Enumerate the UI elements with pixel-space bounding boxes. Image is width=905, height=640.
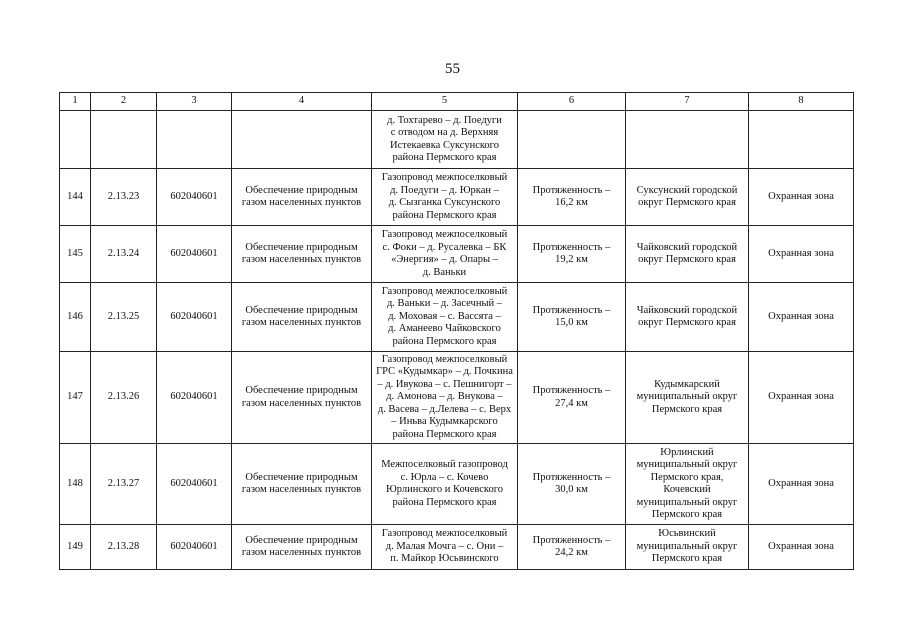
table-row	[60, 283, 854, 352]
length-cell: Протяженность – 19,2 км	[518, 226, 626, 283]
location-cell: Суксунский городской округ Пермского края	[626, 169, 749, 226]
id-cell: 602040601	[157, 352, 232, 444]
header-row	[60, 93, 854, 111]
header-cell: 7	[626, 93, 749, 111]
row-number-cell: 149	[60, 525, 91, 570]
id-cell: 602040601	[157, 226, 232, 283]
object-name-cell: Газопровод межпоселковый д. Поедуги – д. Юркан – д. Сызганка Суксунского района Пермского края	[372, 169, 518, 226]
table-row	[60, 444, 854, 525]
object-name-cell: д. Тохтарево – д. Поедуги с отводом на д. Верхняя Истекаевка Суксунского района Пермского края	[372, 111, 518, 169]
row-number-cell: 148	[60, 444, 91, 525]
purpose-cell: Обеспечение природным газом населенных пунктов	[232, 226, 372, 283]
length-cell: Протяженность – 30,0 км	[518, 444, 626, 525]
zone-cell: Охранная зона	[749, 169, 854, 226]
zone-cell: Охранная зона	[749, 525, 854, 570]
length-cell	[518, 111, 626, 169]
row-number-cell: 147	[60, 352, 91, 444]
code-cell: 2.13.27	[91, 444, 157, 525]
page-number: 55	[445, 61, 460, 77]
location-cell: Юрлинский муниципальный округ Пермского края, Кочевский муниципальный округ Пермского края	[626, 444, 749, 525]
length-cell: Протяженность – 16,2 км	[518, 169, 626, 226]
code-cell: 2.13.24	[91, 226, 157, 283]
code-cell: 2.13.28	[91, 525, 157, 570]
id-cell: 602040601	[157, 444, 232, 525]
purpose-cell: Обеспечение природным газом населенных пунктов	[232, 169, 372, 226]
row-number-cell: 145	[60, 226, 91, 283]
table-row	[60, 169, 854, 226]
id-cell: 602040601	[157, 283, 232, 352]
object-name-cell: Газопровод межпоселковый с. Фоки – д. Русалевка – БК «Энергия» – д. Опары – д. Ваньки	[372, 226, 518, 283]
header-cell: 8	[749, 93, 854, 111]
object-name-cell: Газопровод межпоселковый д. Малая Мочга – с. Они – п. Майкор Юсьвинского	[372, 525, 518, 570]
object-name-cell: Газопровод межпоселковый д. Ваньки – д. Засечный – д. Моховая – с. Вассята – д. Аманеево Чайковского района Пермского края	[372, 283, 518, 352]
header-cell: 3	[157, 93, 232, 111]
header-cell: 6	[518, 93, 626, 111]
purpose-cell: Обеспечение природным газом населенных пунктов	[232, 283, 372, 352]
register-table	[59, 92, 854, 570]
object-name-cell: Межпоселковый газопровод с. Юрла – с. Кочево Юрлинского и Кочевского района Пермского края	[372, 444, 518, 525]
purpose-cell: Обеспечение природным газом населенных пунктов	[232, 352, 372, 444]
code-cell: 2.13.26	[91, 352, 157, 444]
row-number-cell	[60, 111, 91, 169]
location-cell: Чайковский городской округ Пермского края	[626, 283, 749, 352]
header-cell: 1	[60, 93, 91, 111]
zone-cell: Охранная зона	[749, 444, 854, 525]
length-cell: Протяженность – 15,0 км	[518, 283, 626, 352]
table-row	[60, 525, 854, 570]
zone-cell	[749, 111, 854, 169]
id-cell: 602040601	[157, 525, 232, 570]
length-cell: Протяженность – 27,4 км	[518, 352, 626, 444]
header-cell: 4	[232, 93, 372, 111]
table-row	[60, 111, 854, 169]
header-cell: 5	[372, 93, 518, 111]
id-cell	[157, 111, 232, 169]
code-cell	[91, 111, 157, 169]
location-cell	[626, 111, 749, 169]
row-number-cell: 146	[60, 283, 91, 352]
object-name-cell: Газопровод межпоселковый ГРС «Кудымкар» – д. Почкина – д. Ивукова – с. Пешнигорт – д. Амонова – д. Внукова – д. Васева – д.Лелева – с. Верх – Иньва Кудымкарского района Пермского края	[372, 352, 518, 444]
location-cell: Чайковский городской округ Пермского края	[626, 226, 749, 283]
code-cell: 2.13.23	[91, 169, 157, 226]
location-cell: Кудымкарский муниципальный округ Пермского края	[626, 352, 749, 444]
purpose-cell: Обеспечение природным газом населенных пунктов	[232, 444, 372, 525]
table-row	[60, 226, 854, 283]
zone-cell: Охранная зона	[749, 283, 854, 352]
table-row	[60, 352, 854, 444]
zone-cell: Охранная зона	[749, 352, 854, 444]
purpose-cell: Обеспечение природным газом населенных пунктов	[232, 525, 372, 570]
location-cell: Юсьвинский муниципальный округ Пермского края	[626, 525, 749, 570]
zone-cell: Охранная зона	[749, 226, 854, 283]
code-cell: 2.13.25	[91, 283, 157, 352]
length-cell: Протяженность – 24,2 км	[518, 525, 626, 570]
purpose-cell	[232, 111, 372, 169]
id-cell: 602040601	[157, 169, 232, 226]
row-number-cell: 144	[60, 169, 91, 226]
header-cell: 2	[91, 93, 157, 111]
